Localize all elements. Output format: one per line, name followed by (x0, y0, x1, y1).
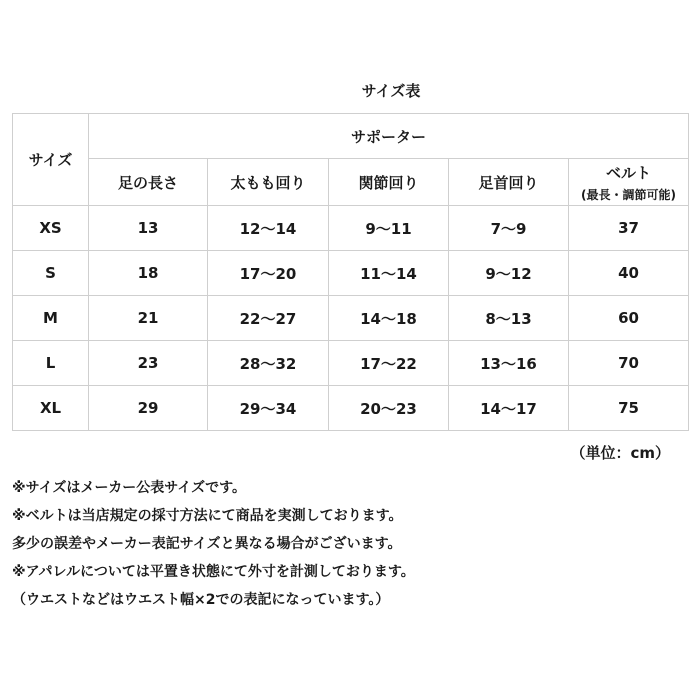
table-cell: 17～22 (329, 341, 449, 386)
table-cell: 23 (89, 341, 208, 386)
table-cell: 20～23 (329, 386, 449, 431)
belt-column-header (569, 159, 689, 206)
table-cell: 60 (569, 296, 689, 341)
size-cell: M (13, 296, 89, 341)
table-cell: 8～13 (449, 296, 569, 341)
table-cell: 28～32 (208, 341, 329, 386)
note-line: ※アパレルについては平置き状態にて外寸を計測しております。 (12, 564, 415, 580)
column-header: 関節回り (329, 159, 449, 206)
supporter-group-header: サポーター (89, 114, 689, 159)
size-cell: S (13, 251, 89, 296)
table-cell: 13～16 (449, 341, 569, 386)
table-row (13, 296, 689, 341)
table-cell: 22～27 (208, 296, 329, 341)
notes (12, 474, 415, 614)
table-row (13, 341, 689, 386)
table-cell: 9～11 (329, 206, 449, 251)
table-cell: 9～12 (449, 251, 569, 296)
table-row (13, 386, 689, 431)
note-line: ※サイズはメーカー公表サイズです。 (12, 480, 246, 496)
table-subheader-row (13, 159, 689, 206)
table-cell: 75 (569, 386, 689, 431)
table-cell: 37 (569, 206, 689, 251)
table-cell: 40 (569, 251, 689, 296)
table-row (13, 251, 689, 296)
note-line: （ウエストなどはウエスト幅×2での表記になっています。） (12, 592, 390, 608)
unit-label: （単位：cm） (570, 444, 670, 462)
page-title: サイズ表 (361, 82, 421, 100)
table-cell: 14～17 (449, 386, 569, 431)
table-header-row (13, 114, 689, 159)
table-cell: 29 (89, 386, 208, 431)
size-cell: L (13, 341, 89, 386)
belt-header-note: (最長・調節可能) (581, 187, 676, 202)
table-cell: 18 (89, 251, 208, 296)
column-header: 太もも回り (208, 159, 329, 206)
note-line: 多少の誤差やメーカー表記サイズと異なる場合がございます。 (12, 536, 402, 552)
table-cell: 21 (89, 296, 208, 341)
column-header: 足首回り (449, 159, 569, 206)
table-cell: 13 (89, 206, 208, 251)
table-cell: 70 (569, 341, 689, 386)
size-header: サイズ (13, 114, 89, 206)
note-line: ※ベルトは当店規定の採寸方法にて商品を実測しております。 (12, 508, 403, 524)
table-cell: 11～14 (329, 251, 449, 296)
table-cell: 29～34 (208, 386, 329, 431)
size-cell: XS (13, 206, 89, 251)
size-cell: XL (13, 386, 89, 431)
table-row (13, 206, 689, 251)
table-cell: 12～14 (208, 206, 329, 251)
table-cell: 7～9 (449, 206, 569, 251)
belt-header-label: ベルト (605, 163, 651, 182)
table-cell: 14～18 (329, 296, 449, 341)
size-table (12, 113, 689, 431)
table-cell: 17～20 (208, 251, 329, 296)
column-header: 足の長さ (89, 159, 208, 206)
